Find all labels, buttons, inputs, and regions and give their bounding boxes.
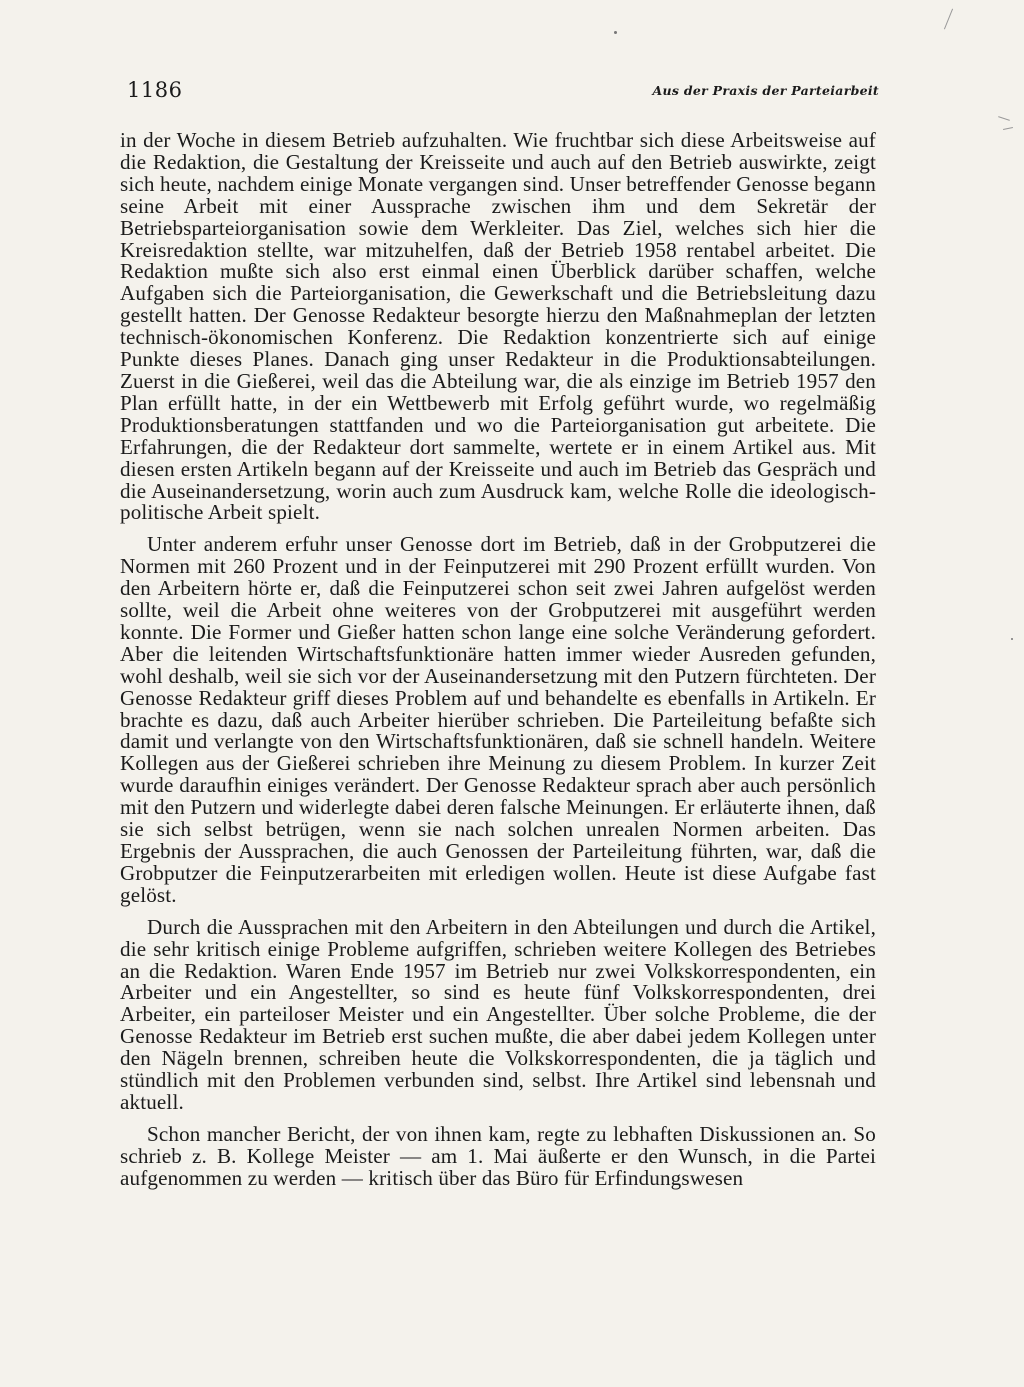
paragraph-3: Durch die Aussprachen mit den Arbeitern in den Abteilungen und durch die Artikel, die sehr kritisch einige Probleme aufgriffen, schrieben weitere Kollegen des Betriebes an die Redaktion. Waren Ende 1957 im Betrieb nur zwei Volkskorrespondenten, ein Arbeiter und ein Angestellter, so sind es heute fünf Volkskorrespondenten, drei Arbeiter, ein parteiloser Meister und ein Angestellter. Über solche Probleme, die der Genosse Redakteur im Betrieb erst suchen mußte, die aber dabei jedem Kollegen unter den Nägeln brennen, schreiben heute die Volkskorrespondenten, die ja täglich und stündlich mit den Problemen verbunden sind, selbst. Ihre Artikel sind lebensnah und aktuell. bbox=[120, 914, 876, 1114]
running-title: Aus der Praxis der Parteiarbeit bbox=[652, 83, 879, 98]
scan-edge-mark bbox=[998, 116, 1010, 121]
page-number: 1186 bbox=[127, 78, 183, 102]
scan-edge-mark bbox=[944, 9, 953, 30]
scan-edge-mark bbox=[1003, 127, 1013, 130]
scan-speck bbox=[1011, 638, 1013, 640]
page-header bbox=[127, 78, 879, 108]
paragraph-2: Unter anderem erfuhr unser Genosse dort im Betrieb, daß in der Grobputzerei die Normen mit 260 Prozent und in der Feinputzerei mit 290 Prozent erfüllt wurden. Von den Arbeitern hörte er, daß die Feinputzerei schon seit zwei Jahren aufgelöst werden sollte, weil die Arbeit ohne weiteres von der Grobputzerei mit ausgeführt werden konnte. Die Former und Gießer hatten schon lange eine solche Veränderung gefordert. Aber die leitenden Wirtschaftsfunktionäre hatten immer wieder Ausreden gefunden, wohl deshalb, weil sie sich vor der Auseinandersetzung mit den Putzern fürchteten. Der Genosse Redakteur griff dieses Problem auf und behandelte es ebenfalls in Artikeln. Er brachte es dazu, daß auch Arbeiter hierüber schrieben. Die Parteileitung befaßte sich damit und verlangte von den Wirtschaftsfunktionären, daß sie schnell handeln. Weitere Kollegen aus der Gießerei schrieben ihre Meinung zu diesem Problem. In kurzer Zeit wurde daraufhin einiges verändert. Der Genosse Redakteur sprach aber auch persönlich mit den Putzern und widerlegte dabei deren falsche Meinungen. Er erläuterte ihnen, daß sie sich selbst betrügen, wenn sie nach solchen unrealen Normen arbeiten. Das Ergebnis der Aussprachen, die auch Genossen der Parteileitung führten, war, daß die Grobputzer die Feinputzerarbeiten mit erledigen wollen. Heute ist diese Aufgabe fast gelöst. bbox=[120, 532, 876, 907]
paragraph-4: Schon mancher Bericht, der von ihnen kam, regte zu lebhaften Diskussionen an. So schrieb z. B. Kollege Meister — am 1. Mai äußerte er den Wunsch, in die Partei aufgenommen zu werden — kritisch über das Büro für Erfindungswesen bbox=[120, 1121, 876, 1190]
article-body bbox=[120, 130, 876, 1190]
scan-speck bbox=[614, 31, 617, 34]
paragraph-1: in der Woche in diesem Betrieb aufzuhalten. Wie fruchtbar sich diese Arbeitsweise auf die Redaktion, die Gestaltung der Kreisseite und auch auf den Betrieb auswirkte, zeigt sich heute, nachdem einige Monate vergangen sind. Unser betreffender Genosse begann seine Arbeit mit einer Aussprache zwischen ihm und dem Sekretär der Betriebsparteiorganisation sowie dem Werkleiter. Das Ziel, welches sich hier die Kreisredaktion stellte, war mitzuhelfen, daß der Betrieb 1958 rentabel arbeitet. Die Redaktion mußte sich also erst einmal einen Überblick darüber schaffen, welche Aufgaben sich die Parteiorganisation, die Gewerkschaft und die Betriebsleitung dazu gestellt hatten. Der Genosse Redakteur besorgte hierzu den Maßnahmeplan der letzten technisch-ökonomischen Konferenz. Die Redaktion konzentrierte sich auf einige Punkte dieses Planes. Danach ging unser Redakteur in die Produktionsabteilungen. Zuerst in die Gießerei, weil das die Abteilung war, die als einzige im Betrieb 1957 den Plan erfüllt hatte, in der ein Wettbewerb mit Erfolg geführt wurde, wo regelmäßig Produktionsberatungen stattfanden und wo die Parteiorganisation gut arbeitete. Die Erfahrungen, die der Redakteur dort sammelte, wertete er in einem Artikel aus. Mit diesen ersten Artikeln begann auf der Kreisseite und auch im Betrieb das Gespräch und die Auseinandersetzung, worin auch zum Ausdruck kam, welche Rolle die ideologisch-politische Arbeit spielt. bbox=[120, 128, 876, 525]
